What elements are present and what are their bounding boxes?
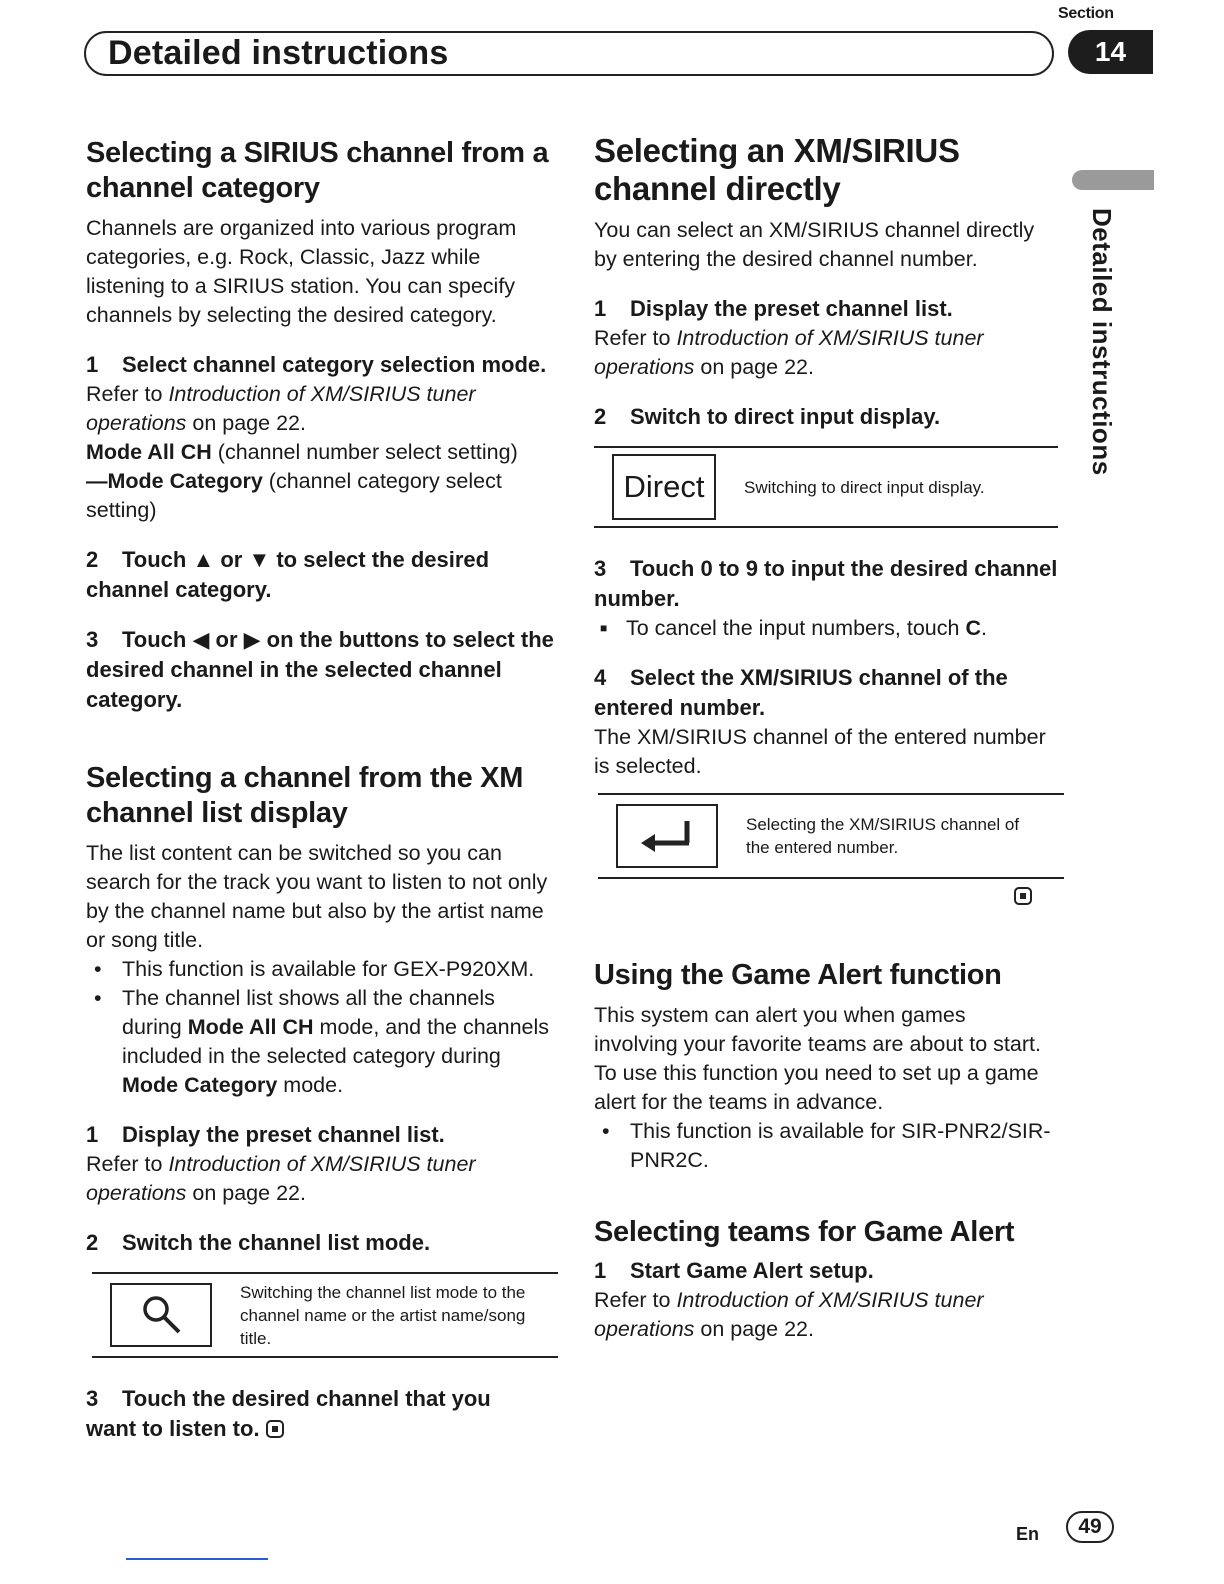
section-number-badge: 14 [1068,30,1153,74]
note-text: . [980,616,987,640]
key-description: Selecting the XM/SIRIUS channel of the entered number. [746,815,1020,857]
list-item-text: mode. [277,1073,344,1097]
bullet-dot: • [602,1119,610,1143]
reference-link: Introduction of XM/SIRIUS tuner operations [594,1288,984,1341]
page-number: 49 [1066,1511,1114,1543]
side-tab-label: Detailed instructions [1087,208,1117,476]
paragraph: The list content can be switched so you can search for the track you want to listen to not only by the channel name but also by the artist name or song title. [86,841,548,952]
mode-all-desc: (channel number select setting) [211,440,518,464]
side-tab-marker [1072,170,1154,190]
reference-suffix: on page 22. [694,355,814,379]
step-number: 3 [86,627,99,652]
mode-all-label: Mode All CH [187,1015,314,1039]
list-item-text: This function is available for SIR-PNR2/SIR-PNR2C. [630,1119,1051,1172]
reference-link: Introduction of XM/SIRIUS tuner operations [86,382,476,435]
step-text: Touch the desired channel that you want to listen to. [86,1386,491,1441]
paragraph: You can select an XM/SIRIUS channel directly by entering the desired channel number. [594,218,1035,271]
step-number: 3 [594,556,607,581]
step-heading [86,1228,556,1258]
list-item-text: mode, and the channels included in the selected category during [122,1015,550,1068]
reference-prefix: Refer to [86,382,169,406]
step-number: 1 [86,352,99,377]
step-number: 1 [594,296,607,321]
step-text: Touch 0 to 9 to input the desired channel number. [594,556,1058,611]
note [594,614,1064,643]
step-text: Switch the channel list mode. [122,1230,431,1255]
reference [86,380,556,438]
reference-suffix: on page 22. [186,1181,306,1205]
reference-suffix: on page 22. [186,411,306,435]
search-button[interactable] [110,1283,212,1347]
list-item-text: The channel list shows all the channels during [122,986,495,1039]
step-text: Select the XM/SIRIUS channel of the entered number. [594,665,1008,720]
step-heading [594,554,1064,614]
step-number: 2 [86,1230,99,1255]
reference [86,1150,556,1208]
reference [594,324,1064,382]
mode-line [86,467,556,525]
step-number: 2 [594,404,607,429]
step-text: Start Game Alert setup. [630,1258,874,1283]
list-item [86,984,556,1100]
enter-icon [637,819,697,853]
heading-xm-list: Selecting a channel from the XM channel list display [86,762,524,829]
left-column [86,136,556,1444]
footer-rule [126,1558,268,1560]
section-end-icon [1014,887,1032,905]
reference-link: Introduction of XM/SIRIUS tuner operations [86,1152,476,1205]
square-bullet: ■ [600,621,608,635]
step-number: 3 [86,1386,99,1411]
step-text: Display the preset channel list. [122,1122,445,1147]
mode-category-desc: (channel category select setting) [86,469,502,522]
heading-game-alert: Using the Game Alert function [594,959,1002,991]
section-end-icon [266,1420,284,1438]
mode-dash: — [86,469,108,493]
enter-button[interactable] [616,804,718,868]
step-heading [594,294,1064,324]
direct-key-box [594,446,1058,528]
step-text: Select channel category selection mode. [122,352,547,377]
mode-line [86,438,556,467]
heading-sirius-category: Selecting a SIRIUS channel from a channel category [86,137,549,204]
bullet-list [594,1117,1054,1175]
step-heading [86,350,556,380]
step-text: Touch ▲ or ▼ to select the desired channel category. [86,547,490,602]
end-mark-row [594,887,1032,908]
step-number: 2 [86,547,99,572]
reference-suffix: on page 22. [694,1317,814,1341]
step-number: 1 [86,1122,99,1147]
search-icon [138,1292,184,1338]
key-description: Switching the channel list mode to the channel name or the artist name/song title. [240,1282,526,1348]
list-item [594,1117,1054,1175]
reference-prefix: Refer to [86,1152,169,1176]
key-description: Switching to direct input display. [744,477,985,497]
step-heading [594,1256,1064,1286]
step-heading [86,625,556,715]
section-label: Section [1058,5,1114,22]
mode-category-label: Mode Category [122,1073,278,1097]
search-key-box [92,1272,558,1358]
page-title: Detailed instructions [108,34,449,72]
list-item-text: This function is available for GEX-P920XM. [122,957,535,981]
mode-all-label: Mode All CH [86,440,212,464]
step-text: Touch ◀ or ▶ on the buttons to select the desired channel in the selected channel category. [86,627,554,712]
paragraph: The XM/SIRIUS channel of the entered number is selected. [594,725,1046,778]
bullet-dot: • [94,986,102,1010]
step-number: 1 [594,1258,607,1283]
step-text: Display the preset channel list. [630,296,953,321]
heading-direct: Selecting an XM/SIRIUS channel directly [594,132,960,207]
bullet-list [86,955,556,1100]
reference-prefix: Refer to [594,1288,677,1312]
step-heading [594,663,1064,723]
mode-category-label: Mode Category [107,469,263,493]
direct-button[interactable]: Direct [612,454,716,520]
note-text: To cancel the input numbers, touch [626,616,966,640]
enter-key-box [598,793,1064,879]
right-column [594,132,1064,1344]
step-heading [594,402,1064,432]
cancel-key-label: C [965,616,981,640]
heading-select-teams: Selecting teams for Game Alert [594,1216,1015,1248]
step-heading [86,1120,556,1150]
step-number: 4 [594,665,607,690]
paragraph: Channels are organized into various program categories, e.g. Rock, Classic, Jazz while listening to a SIRIUS station. You can specify channels by selecting the desired category. [86,216,517,327]
bullet-dot: • [94,957,102,981]
paragraph: This system can alert you when games involving your favorite teams are about to start. To use this function you need to set up a game alert for the teams in advance. [594,1003,1041,1114]
step-text: Switch to direct input display. [630,404,941,429]
reference [594,1286,1054,1344]
language-label: En [1016,1524,1040,1544]
reference-link: Introduction of XM/SIRIUS tuner operations [594,326,984,379]
step-heading [86,1384,526,1444]
list-item [86,955,556,984]
reference-prefix: Refer to [594,326,677,350]
step-heading [86,545,556,605]
